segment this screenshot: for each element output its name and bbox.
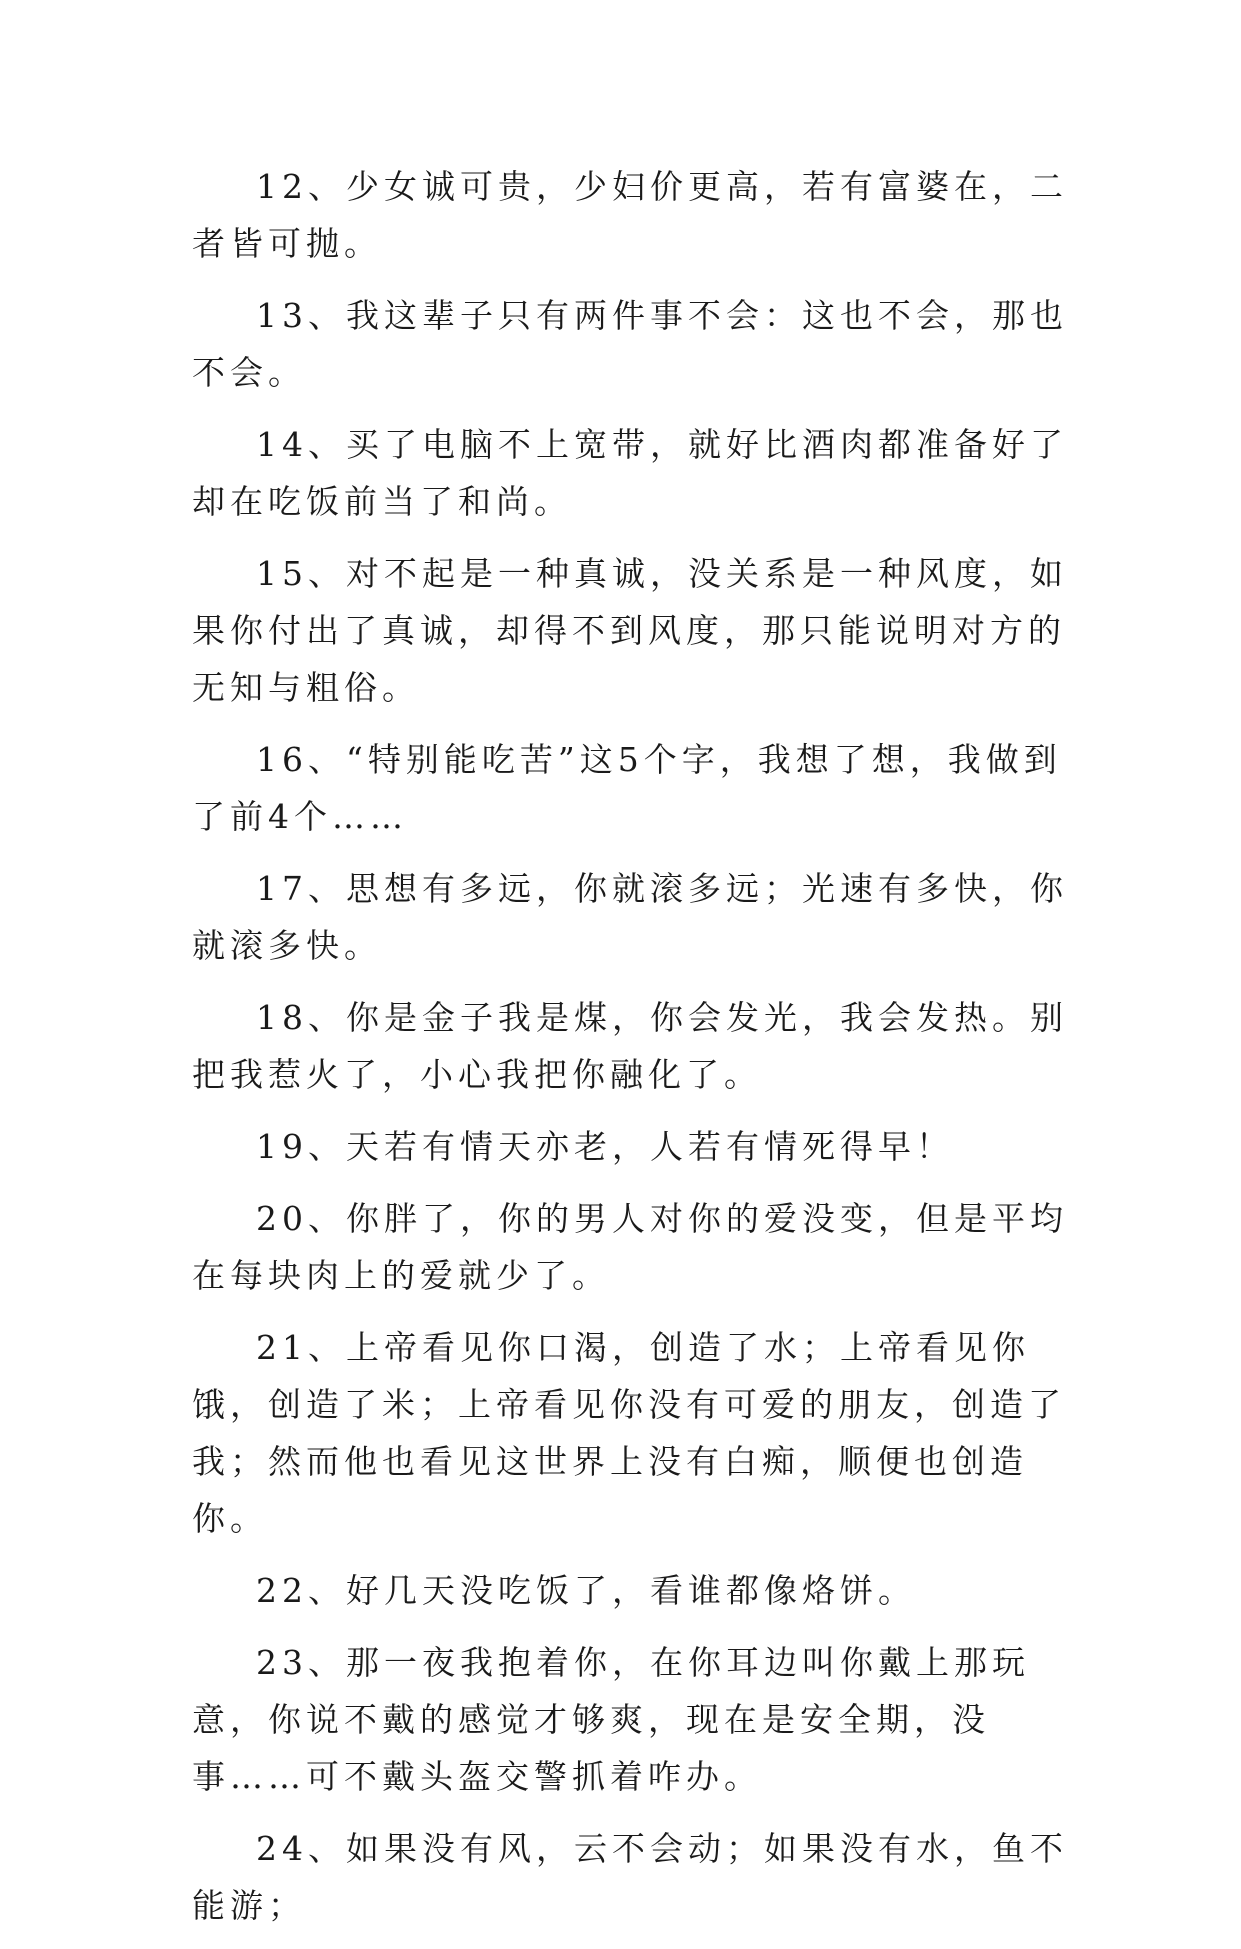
paragraph-15: 15、对不起是一种真诚，没关系是一种风度，如果你付出了真诚，却得不到风度，那只能说明对方的无知与粗俗。 xyxy=(192,554,1068,707)
paragraph-21: 21、上帝看见你口渴，创造了水；上帝看见你饿，创造了米；上帝看见你没有可爱的朋友，创造了我；然而他也看见这世界上没有白痴，顺便也创造你。 xyxy=(192,1328,1066,1538)
paragraph-13: 13、我这辈子只有两件事不会：这也不会，那也不会。 xyxy=(192,296,1068,392)
paragraph-18: 18、你是金子我是煤，你会发光，我会发热。别把我惹火了，小心我把你融化了。 xyxy=(192,998,1068,1094)
document-body xyxy=(192,158,1072,1949)
paragraph-22: 22、好几天没吃饭了，看谁都像烙饼。 xyxy=(256,1571,916,1610)
paragraph-12: 12、少女诚可贵，少妇价更高，若有富婆在，二者皆可抛。 xyxy=(192,167,1068,263)
paragraph-16: 16、“特别能吃苦”这5个字，我想了想，我做到了前4个…… xyxy=(192,740,1062,836)
paragraph-14: 14、买了电脑不上宽带，就好比酒肉都准备好了却在吃饭前当了和尚。 xyxy=(192,425,1068,521)
paragraph-19: 19、天若有情天亦老，人若有情死得早！ xyxy=(256,1127,954,1166)
paragraph-20: 20、你胖了，你的男人对你的爱没变，但是平均在每块肉上的爱就少了。 xyxy=(192,1199,1068,1295)
paragraph-24: 24、如果没有风，云不会动；如果没有水，鱼不能游； xyxy=(192,1829,1068,1925)
paragraph-17: 17、思想有多远，你就滚多远；光速有多快，你就滚多快。 xyxy=(192,869,1068,965)
paragraph-23: 23、那一夜我抱着你，在你耳边叫你戴上那玩意，你说不戴的感觉才够爽，现在是安全期，没事……可不戴头盔交警抓着咋办。 xyxy=(192,1643,1030,1796)
